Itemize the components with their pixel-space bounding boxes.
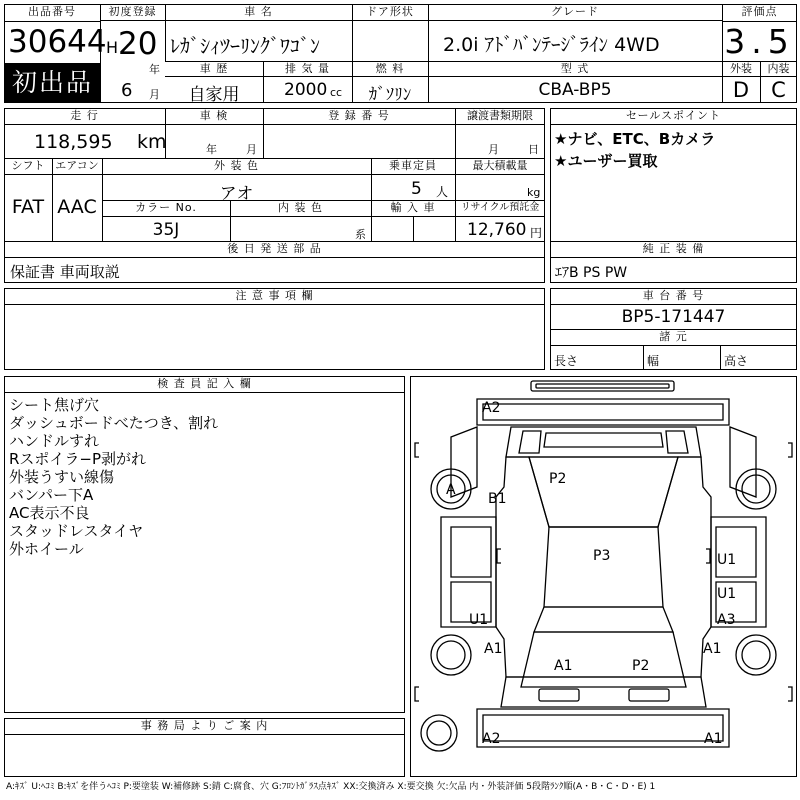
lot-number: 30644 bbox=[8, 24, 107, 60]
chassis-number-label: 車 台 番 号 bbox=[642, 289, 705, 302]
damage-mark: A1 bbox=[703, 641, 722, 657]
recycle-deposit-label: リサイクル預託金 bbox=[460, 202, 540, 213]
inspection-year-unit: 年 bbox=[206, 143, 217, 156]
damage-mark: U1 bbox=[717, 586, 737, 602]
transfer-deadline-label: 譲渡書類期限 bbox=[467, 109, 533, 122]
car-name-label: 車 名 bbox=[244, 5, 273, 18]
capacity-unit: 人 bbox=[436, 185, 449, 199]
registration-era: H bbox=[106, 38, 119, 57]
registration-month: 6 bbox=[121, 80, 133, 101]
registration-year-unit: 年 bbox=[149, 63, 160, 76]
sales-point-item: ★ユーザー買取 bbox=[554, 152, 658, 170]
aircon-label: エアコン bbox=[55, 159, 99, 172]
damage-mark: P2 bbox=[632, 658, 650, 674]
interior-grade-label: 内装 bbox=[767, 62, 790, 75]
transfer-day-unit: 日 bbox=[528, 143, 539, 156]
inspector-note: シート焦げ穴 bbox=[9, 396, 100, 414]
inspector-label: 検 査 員 記 入 欄 bbox=[157, 377, 252, 390]
chassis-number: BP5-171447 bbox=[621, 307, 726, 327]
later-parts: 保証書 車両取説 bbox=[10, 263, 120, 281]
interior-color-label: 内 装 色 bbox=[278, 201, 323, 214]
color-number-label: カラー No. bbox=[135, 201, 197, 214]
damage-diagram bbox=[410, 376, 797, 777]
capacity-label: 乗車定員 bbox=[389, 159, 437, 172]
max-load-label: 最大積載量 bbox=[472, 159, 528, 172]
height-label: 高さ bbox=[724, 354, 749, 368]
width-label: 幅 bbox=[647, 354, 660, 368]
later-parts-label: 後 日 発 送 部 品 bbox=[227, 242, 322, 255]
damage-mark: A2 bbox=[482, 400, 501, 416]
door-shape-label: ドア形状 bbox=[366, 5, 414, 18]
car-outline-diagram bbox=[411, 377, 796, 776]
damage-mark: A bbox=[446, 482, 456, 498]
interior-color-unit: 系 bbox=[355, 228, 366, 241]
score-label: 評価点 bbox=[741, 5, 778, 18]
damage-mark: U1 bbox=[717, 552, 737, 568]
damage-mark: A1 bbox=[484, 641, 503, 657]
mileage: 118,595 bbox=[34, 131, 113, 153]
inspector-note: 外装うすい線傷 bbox=[9, 468, 115, 486]
inspector-note: AC表示不良 bbox=[9, 504, 90, 522]
exterior-grade-label: 外装 bbox=[730, 62, 752, 75]
capacity: 5 bbox=[411, 179, 422, 199]
transfer-month-unit: 月 bbox=[488, 143, 499, 156]
recycle-deposit-unit: 円 bbox=[530, 226, 543, 240]
inspection-label: 車 検 bbox=[199, 109, 229, 122]
sales-points-label: セールスポイント bbox=[625, 109, 721, 122]
standard-equipment: ｴｱB PS PW bbox=[555, 265, 628, 281]
inspector-note: ダッシュボードべたつき、割れ bbox=[9, 414, 219, 432]
exterior-color-label: 外 装 色 bbox=[214, 159, 259, 172]
sales-point-item: ★ナビ、ETC、Bカメラ bbox=[554, 130, 716, 148]
exterior-grade: D bbox=[732, 78, 750, 102]
inspection-month-unit: 月 bbox=[246, 143, 257, 156]
inspector-note: スタッドレスタイヤ bbox=[9, 522, 144, 540]
grade: 2.0i ｱﾄﾞﾊﾞﾝﾃｰｼﾞﾗｲﾝ 4WD bbox=[443, 34, 660, 56]
inspector-note: Rスポイラ−P剥がれ bbox=[9, 450, 147, 468]
mileage-unit: km bbox=[137, 131, 167, 153]
damage-mark: B1 bbox=[488, 491, 507, 507]
standard-equipment-label: 純 正 装 備 bbox=[642, 242, 705, 255]
score: 3.5 bbox=[724, 22, 795, 61]
model-code-label: 型 式 bbox=[560, 62, 590, 75]
color-number: 35J bbox=[152, 220, 180, 240]
damage-mark: P3 bbox=[593, 548, 611, 564]
first-listing-badge: 初出品 bbox=[5, 64, 100, 102]
inspector-note: バンパー下A bbox=[9, 486, 94, 504]
mileage-label: 走 行 bbox=[70, 109, 99, 122]
shift-label: シフト bbox=[11, 159, 45, 172]
aircon: AAC bbox=[57, 196, 97, 218]
first-registration-label: 初度登録 bbox=[108, 5, 157, 18]
history: 自家用 bbox=[188, 85, 240, 105]
fuel-label: 燃 料 bbox=[375, 62, 405, 75]
grade-label: グレード bbox=[551, 5, 599, 18]
history-label: 車 歴 bbox=[199, 62, 229, 75]
lot-number-label: 出品番号 bbox=[28, 5, 76, 18]
displacement-unit: cc bbox=[330, 86, 343, 99]
displacement-label: 排 気 量 bbox=[285, 62, 330, 75]
length-label: 長さ bbox=[554, 354, 579, 368]
displacement: 2000 bbox=[284, 80, 328, 100]
specs-label: 諸 元 bbox=[659, 330, 688, 343]
import-car-label: 輸 入 車 bbox=[390, 201, 436, 214]
damage-mark: P2 bbox=[549, 471, 567, 487]
damage-mark: A1 bbox=[554, 658, 573, 674]
office-notice-label: 事 務 局 よ り ご 案 内 bbox=[140, 719, 269, 732]
damage-mark: A3 bbox=[717, 612, 736, 628]
exterior-color: アオ bbox=[219, 184, 254, 204]
damage-mark: U1 bbox=[469, 612, 489, 628]
damage-mark: A1 bbox=[704, 731, 723, 747]
shift: FAT bbox=[11, 196, 45, 218]
inspector-note: 外ホイール bbox=[9, 540, 84, 558]
recycle-deposit: 12,760 bbox=[467, 220, 527, 240]
inspector-note: ハンドルすれ bbox=[9, 432, 100, 450]
interior-grade: C bbox=[771, 78, 786, 102]
notes-label: 注 意 事 項 欄 bbox=[235, 289, 314, 302]
registration-year: 20 bbox=[118, 26, 158, 62]
model-code: CBA-BP5 bbox=[538, 80, 612, 100]
registration-month-unit: 月 bbox=[149, 88, 160, 101]
fuel: ｶﾞｿﾘﾝ bbox=[368, 85, 412, 105]
damage-legend: A:ｷｽﾞ U:ﾍｺﾐ B:ｷｽﾞを伴うﾍｺﾐ P:要塗装 W:補修跡 S:錆 C:腐食、穴 G:ﾌﾛﾝﾄｶﾞﾗｽ点ｷｽﾞ XX:交換済み X:要交換 欠:欠品 内・外装評価 5段階ﾗﾝｸ順(A・B・C・D・E) 1 bbox=[6, 782, 656, 792]
max-load-unit: kg bbox=[527, 186, 541, 199]
registration-number-label: 登 録 番 号 bbox=[328, 109, 390, 122]
damage-mark: A2 bbox=[482, 731, 501, 747]
car-name: ﾚｶﾞｼｨﾂｰﾘﾝｸﾞﾜｺﾞﾝ bbox=[170, 34, 320, 58]
